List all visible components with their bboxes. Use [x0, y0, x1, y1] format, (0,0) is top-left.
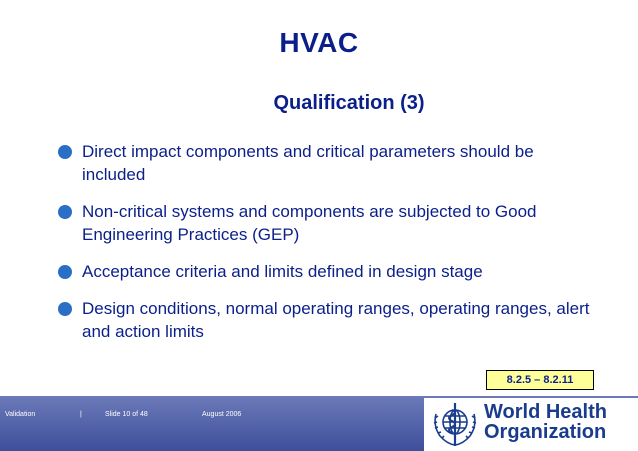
bullet-item — [58, 297, 598, 343]
reference-box: 8.2.5 – 8.2.11 — [486, 370, 594, 390]
bullet-item — [58, 140, 598, 186]
bullet-item — [58, 260, 598, 283]
org-name — [484, 402, 607, 442]
bullet-dot-icon — [58, 265, 72, 279]
bullet-item — [58, 200, 598, 246]
bullet-dot-icon — [58, 145, 72, 159]
slide-title: HVAC — [279, 27, 359, 58]
who-emblem-icon — [430, 400, 480, 448]
footer-separator: | — [80, 411, 82, 418]
bullet-text: Direct impact components and critical parameters should be included — [82, 142, 534, 184]
bullet-list — [58, 140, 598, 357]
slide-subtitle: Qualification (3) — [273, 92, 425, 114]
bullet-dot-icon — [58, 205, 72, 219]
bullet-text: Design conditions, normal operating ranges, operating ranges, alert and action limits — [82, 299, 590, 341]
org-name-line1: World Health — [484, 401, 607, 423]
org-name-line2: Organization — [484, 421, 607, 443]
footer-date: August 2006 — [202, 411, 242, 418]
bullet-text: Non-critical systems and components are subjected to Good Engineering Practices (GEP) — [82, 202, 537, 244]
bullet-dot-icon — [58, 302, 72, 316]
bullet-text: Acceptance criteria and limits defined in design stage — [82, 262, 483, 281]
footer-section: Validation — [5, 411, 36, 418]
who-logo — [424, 398, 638, 451]
footer-slide-number: Slide 10 of 48 — [105, 411, 148, 418]
